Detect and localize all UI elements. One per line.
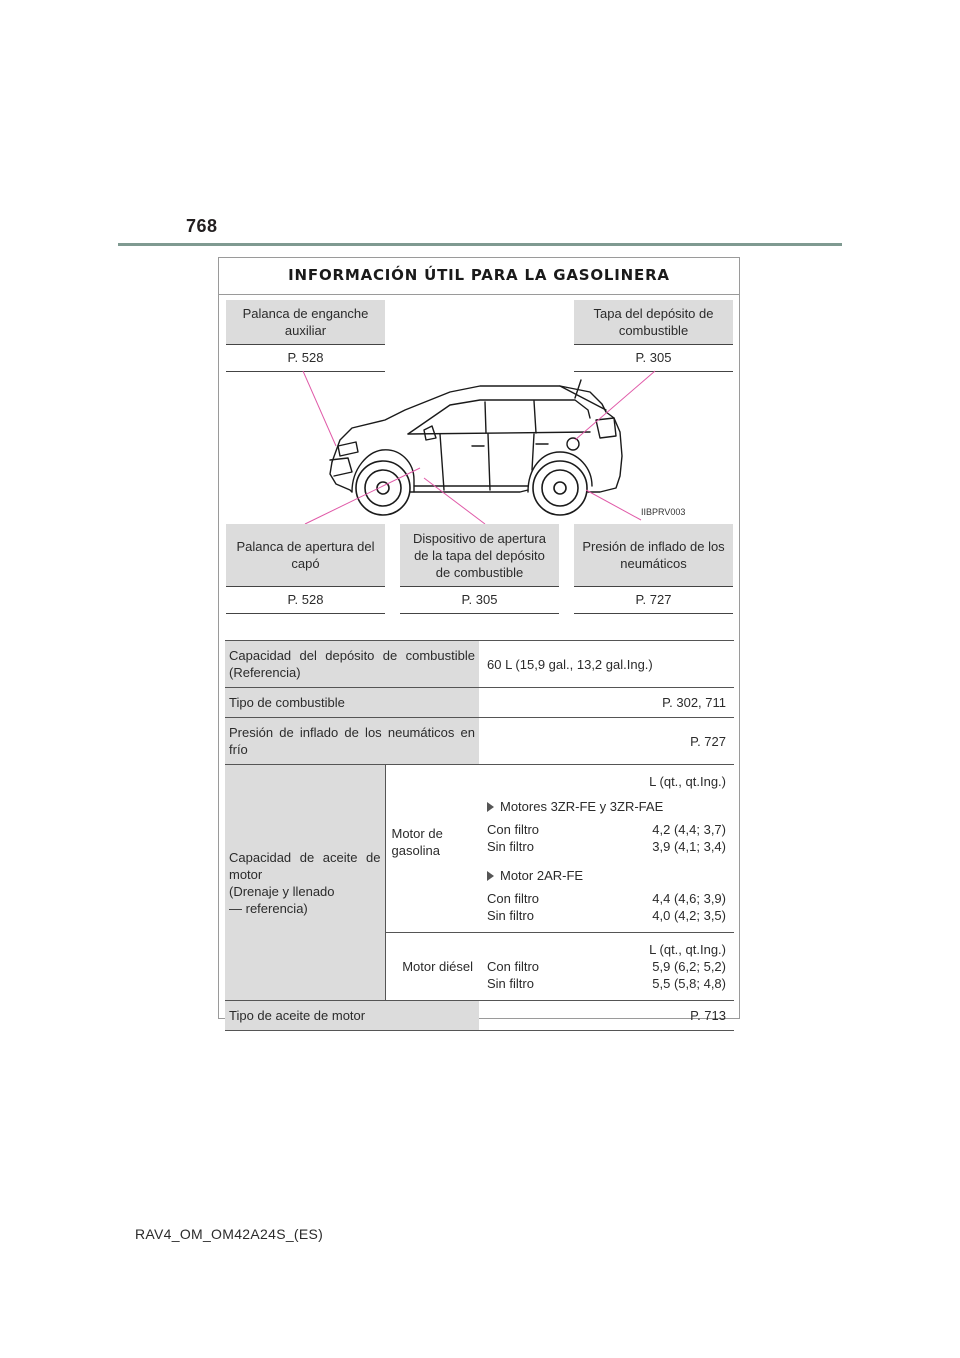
oil-row-key: Sin filtro <box>487 976 534 991</box>
engine-2ar-heading <box>487 867 726 884</box>
cold-tire-pressure-value: P. 727 <box>479 718 734 765</box>
ref-fuel-cap: P. 305 <box>574 344 733 372</box>
gasoline-oil-values <box>479 765 734 933</box>
fuel-type-value: P. 302, 711 <box>479 688 734 718</box>
diesel-engine-label: Motor diésel <box>385 933 479 1001</box>
callout-aux-latch: Palanca de enganche auxiliar <box>226 300 385 344</box>
table-row <box>225 641 734 688</box>
oil-row-value: 3,9 (4,1; 3,4) <box>652 839 726 854</box>
diesel-oil-values <box>479 933 734 1001</box>
oil-row-value: 5,5 (5,8; 4,8) <box>652 976 726 991</box>
triangle-bullet-icon <box>487 871 494 881</box>
oil-row-value: 4,4 (4,6; 3,9) <box>652 891 726 906</box>
box-title: INFORMACIÓN ÚTIL PARA LA GASOLINERA <box>219 258 739 295</box>
ref-hood-lever: P. 528 <box>226 586 385 614</box>
table-row <box>225 688 734 718</box>
fuel-capacity-label: Capacidad del depósito de combustible (Referencia) <box>225 641 479 688</box>
oil-row-value: 5,9 (6,2; 5,2) <box>652 959 726 974</box>
diesel-unit: L (qt., qt.Ing.) <box>649 942 726 957</box>
engine-name: Motores 3ZR-FE y 3ZR-FAE <box>500 799 664 814</box>
fuel-capacity-value: 60 L (15,9 gal., 13,2 gal.Ing.) <box>479 641 734 688</box>
ref-fuel-door-opener: P. 305 <box>400 586 559 614</box>
oil-type-label: Tipo de aceite de motor <box>225 1001 479 1031</box>
oil-capacity-label-line: (Drenaje y llenado <box>229 883 335 899</box>
engine-3zr-heading <box>487 798 726 815</box>
callout-tire-pressure: Presión de inflado de los neumáticos <box>574 524 733 586</box>
gasoline-engine-label: Motor de gasolina <box>385 765 479 933</box>
oil-row <box>487 838 726 855</box>
callout-fuel-door-opener: Dispositivo de apertura de la tapa del depósito de combustible <box>400 524 559 586</box>
oil-row-key: Sin filtro <box>487 839 534 854</box>
oil-row-key: Con filtro <box>487 959 540 974</box>
callout-hood-lever: Palanca de apertura del capó <box>226 524 385 586</box>
page-footer: RAV4_OM_OM42A24S_(ES) <box>135 1226 324 1242</box>
oil-type-value: P. 713 <box>479 1001 734 1031</box>
oil-capacity-label <box>225 765 385 1001</box>
ref-aux-latch: P. 528 <box>226 344 385 372</box>
oil-row-key: Con filtro <box>487 822 540 837</box>
triangle-bullet-icon <box>487 802 494 812</box>
oil-capacity-label-line: motor <box>229 866 263 882</box>
oil-row-value: 4,2 (4,4; 3,7) <box>652 822 726 837</box>
table-row <box>225 718 734 765</box>
table-row <box>225 765 734 933</box>
page-number: 768 <box>186 216 218 236</box>
oil-row <box>487 821 726 838</box>
gasoline-unit: L (qt., qt.Ing.) <box>649 774 726 789</box>
oil-row <box>487 890 726 907</box>
oil-row-key: Con filtro <box>487 891 540 906</box>
oil-row <box>487 975 726 992</box>
oil-capacity-label-line: — referencia) <box>229 900 308 916</box>
engine-name: Motor 2AR-FE <box>500 868 584 883</box>
fuel-type-label: Tipo de combustible <box>225 688 479 718</box>
image-code: IIBPRV003 <box>641 507 686 517</box>
oil-row <box>487 958 726 975</box>
oil-capacity-label-line: Capacidad de aceite de <box>229 849 381 865</box>
oil-row-value: 4,0 (4,2; 3,5) <box>652 908 726 923</box>
callout-fuel-cap: Tapa del depósito de combustible <box>574 300 733 344</box>
cold-tire-pressure-label: Presión de inflado de los neumáticos en frío <box>225 718 479 765</box>
spec-table <box>225 640 734 1031</box>
table-row <box>225 1001 734 1031</box>
oil-row <box>487 907 726 924</box>
ref-tire-pressure: P. 727 <box>574 586 733 614</box>
oil-row-key: Sin filtro <box>487 908 534 923</box>
